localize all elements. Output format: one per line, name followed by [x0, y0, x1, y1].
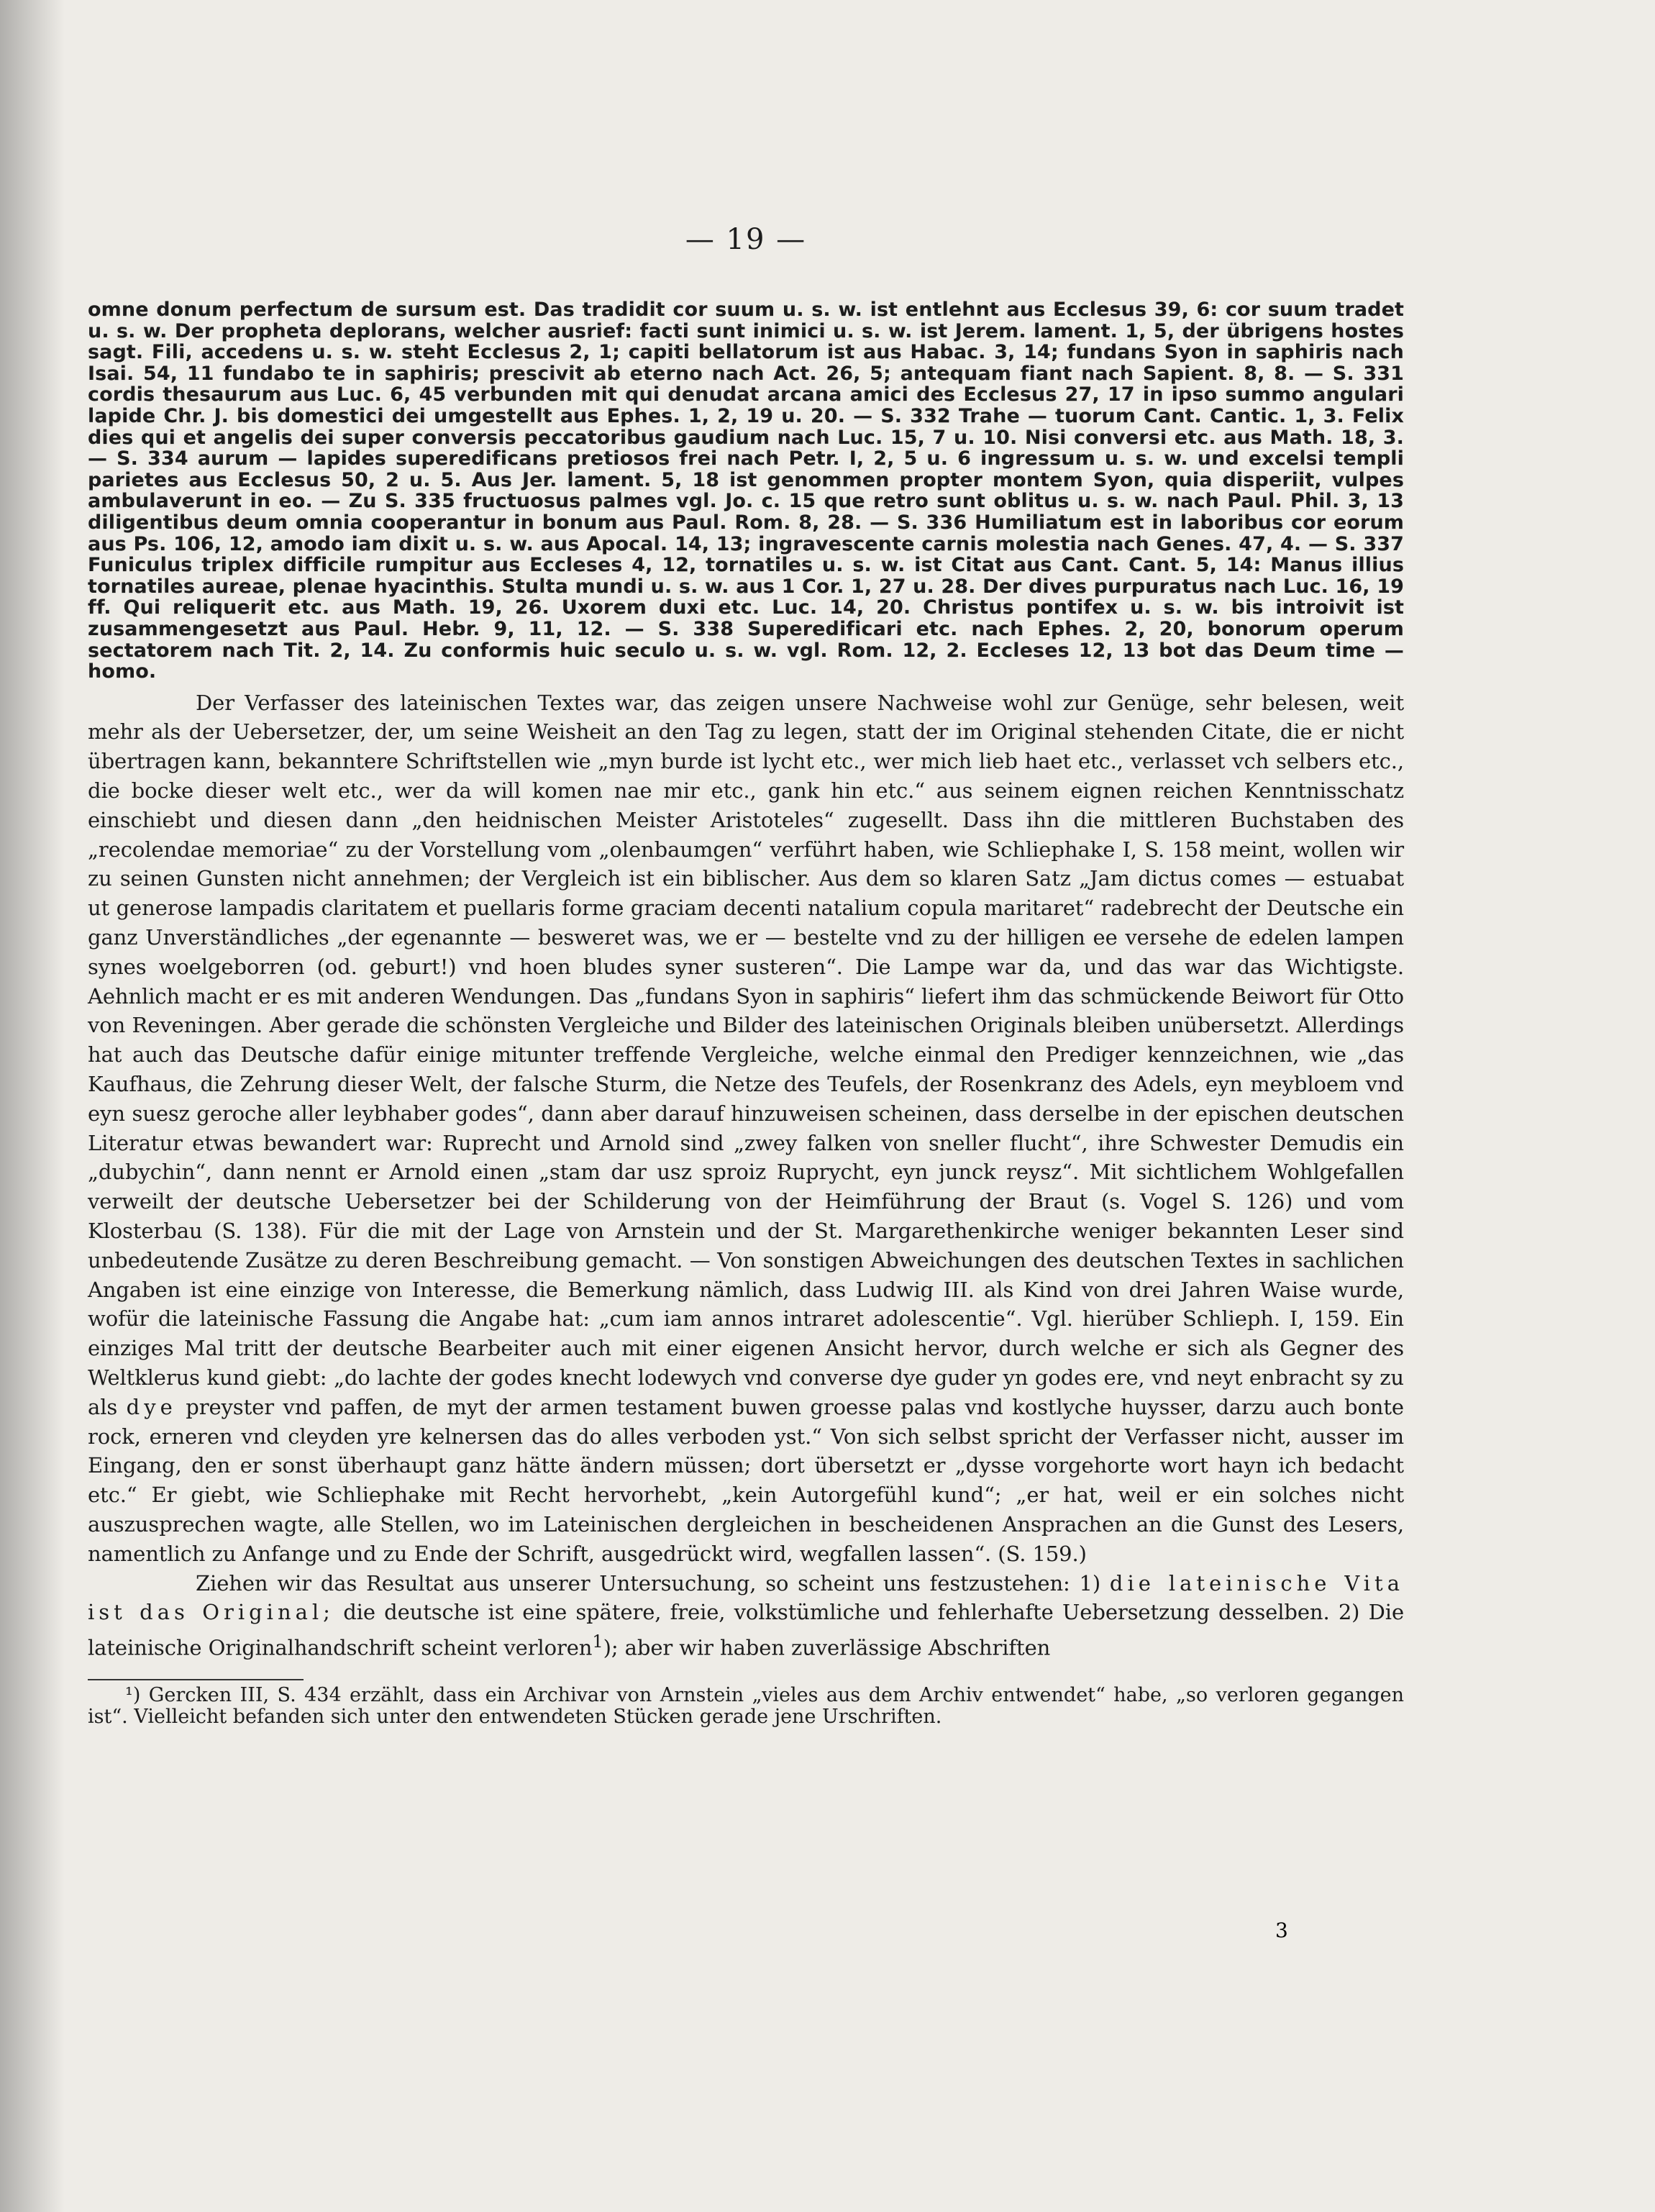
body-paragraph-2 [88, 1569, 1404, 1663]
footnote-reference: 1 [592, 1631, 603, 1652]
page-number: — 19 — [685, 223, 807, 256]
source-notes-paragraph: omne donum perfectum de sursum est. Das tradidit cor suum u. s. w. ist entlehnt aus Ecclesus 39, 6: cor suum tradet u. s. w. Der propheta deplorans, welcher ausrief: facti sunt inimici u. s. w. ist Jerem. lament. 1, 5, der übrigens hostes sagt. Fili, accedens u. s. w. steht Ecclesus 2, 1; capiti bellatorum ist aus Habac. 3, 14; fundans Syon in saphiris nach Isai. 54, 11 fundabo te in saphiris; prescivit ab eterno nach Act. 26, 5; antequam fiant nach Sapient. 8, 8. — S. 331 cordis thesaurum aus Luc. 6, 45 verbunden mit qui denudat arcana amici des Ecclesus 27, 17 in ipso summo angulari lapide Chr. J. bis domestici dei umgestellt aus Ephes. 1, 2, 19 u. 20. — S. 332 Trahe — tuorum Cant. Cantic. 1, 3. Felix dies qui et angelis dei super conversis peccatoribus gaudium nach Luc. 15, 7 u. 10. Nisi conversi etc. aus Math. 18, 3. — S. 334 aurum — lapides superedificans pretiosos frei nach Petr. I, 2, 5 u. 6 ingressum u. s. w. und excelsi templi parietes aus Ecclesus 50, 2 u. 5. Aus Jer. lament. 5, 18 ist genommen propter montem Syon, quia disperiit, vulpes ambulaverunt in eo. — Zu S. 335 fructuosus palmes vgl. Jo. c. 15 que retro sunt oblitus u. s. w. nach Paul. Phil. 3, 13 diligentibus deum omnia cooperantur in bonum aus Paul. Rom. 8, 28. — S. 336 Humiliatum est in laboribus cor eorum aus Ps. 106, 12, amodo iam dixit u. s. w. aus Apocal. 14, 13; ingravescente carnis molestia nach Genes. 47, 4. — S. 337 Funiculus triplex difficile rumpitur aus Eccleses 4, 12, tornatiles u. s. w. ist Citat aus Cant. Cant. 5, 14: Manus illius tornatiles aureae, plenae hyacinthis. Stulta mundi u. s. w. aus 1 Cor. 1, 27 u. 28. Der dives purpuratus nach Luc. 16, 19 ff. Qui reliquerit etc. aus Math. 19, 26. Uxorem duxi etc. Luc. 14, 20. Christus pontifex u. s. w. bis introivit ist zusammengesetzt aus Paul. Hebr. 9, 11, 12. — S. 338 Superedificari etc. nach Ephes. 2, 20, bonorum operum sectatorem nach Tit. 2, 14. Zu conformis huic seculo u. s. w. vgl. Rom. 12, 2. Eccleses 12, 13 bot das Deum time — homo. [88, 299, 1404, 683]
signature-mark: 3 [1275, 1919, 1288, 1942]
binding-shadow [0, 0, 65, 2212]
footnote-separator [88, 1679, 304, 1680]
paragraph-2-after: ); aber wir haben zuverlässige Abschriften [603, 1635, 1051, 1660]
page-content [88, 223, 1404, 1729]
footnote-1: ¹) Gercken III, S. 434 erzählt, dass ein Archivar von Arnstein „vieles aus dem Archiv entwendet“ habe, „so verloren gegangen ist“. Vielleicht befanden sich unter den entwendeten Stücken gerade jene Urschriften. [88, 1683, 1404, 1729]
paragraph-2-start: Ziehen wir das Resultat aus unserer Untersuchung, so scheint uns festzustehen: 1) [196, 1570, 1101, 1596]
paragraph-1-text: Der Verfasser des lateinischen Textes war, das zeigen unsere Nachweise wohl zur Genüge, sehr belesen, weit mehr als der Uebersetzer, der, um seine Weisheit an den Tag zu legen, statt der im Original stehenden Citate, die er nicht übertragen kann, bekanntere Schriftstellen wie „myn burde ist lycht etc., wer mich lieb haet etc., verlasset vch selbers etc., die bocke dieser welt etc., wer da will komen nae mir etc., gank hin etc.“ aus seinem eignen reichen Kenntnisschatz einschiebt und diesen dann „den heidnischen Meister Aristoteles“ zugesellt. Dass ihn die mittleren Buchstaben des „recolendae memoriae“ zu der Vorstellung vom „olenbaumgen“ verführt haben, wie Schliephake I, S. 158 meint, wollen wir zu seinen Gunsten nicht annehmen; der Vergleich ist ein biblischer. Aus dem so klaren Satz „Jam dictus comes — estuabat ut generose lampadis claritatem et puellaris forme graciam decenti natalium copula maritaret“ radebrecht der Deutsche ein ganz Unverständliches „der egenannte — besweret was, we er — bestelte vnd zu der hilligen ee versehe de edelen lampen synes woelgeborren (od. geburt!) vnd hoen bludes syner susteren“. Die Lampe war da, und das war das Wichtigste. Aehnlich macht er es mit anderen Wendungen. Das „fundans Syon in saphiris“ liefert ihm das schmückende Beiwort für Otto von Reveningen. Aber gerade die schönsten Vergleiche und Bilder des lateinischen Originals bleiben unübersetzt. Allerdings hat auch das Deutsche dafür einige mitunter treffende Vergleiche, welche einmal den Prediger kennzeichnen, wie „das Kaufhaus, die Zehrung dieser Welt, der falsche Sturm, die Netze des Teufels, der Rosenkranz des Adels, eyn meybloem vnd eyn suesz geroche aller leybhaber godes“, dann aber darauf hinzuweisen scheinen, dass derselbe in der epischen deutschen Literatur etwas bewandert war: Ruprecht und Arnold sind „zwey falken von sneller flucht“, ihre Schwester Demudis ein „dubychin“, dann nennt er Arnold einen „stam dar usz sproiz Ruprycht, eyn junck reysz“. Mit sichtlichem Wohlgefallen verweilt der deutsche Uebersetzer bei der Schilderung von der Heimführung der Braut (s. Vogel S. 126) und vom Klosterbau (S. 138). Für die mit der Lage von Arnstein und der St. Margarethenkirche weniger bekannten Leser sind unbedeutende Zusätze zu deren Beschreibung gemacht. — Von sonstigen Abweichungen des deutschen Textes in sachlichen Angaben ist eine einzige von Interesse, die Bemerkung nämlich, dass Ludwig III. als Kind von drei Jahren Waise wurde, wofür die lateinische Fassung die Angabe hat: „cum iam annos intraret adolescentie“. Vgl. hierüber Schlieph. I, 159. Ein einziges Mal tritt der deutsche Bearbeiter auch mit einer eigenen Ansicht hervor, durch welche er sich als Gegner des Weltklerus kund giebt: „do lachte der godes knecht lodewych vnd converse dye guder yn godes ere, vnd neyt enbracht sy zu als [88, 690, 1404, 1419]
body-paragraph-1 [88, 688, 1404, 1569]
paragraph-2-emphasis: die lateinische Vita ist das Original; [88, 1570, 1404, 1625]
paragraph-1-tail: preyster vnd paffen, de myt der armen testament buwen groesse palas vnd kostlyche huysser, darzu auch bonte rock, erneren vnd cleyden yre kelnersen das do alles verboden yst.“ Von sich selbst spricht der Verfasser nicht, ausser im Eingang, den er sonst überhaupt ganz hätte ändern müssen; dort übersetzt er „dysse vorgehorte wort hayn ich bedacht etc.“ Er giebt, wie Schliephake mit Recht hervorhebt, „kein Autorgefühl kund“; „er hat, weil er ein solches nicht auszusprechen wagte, alle Stellen, wo im Lateinischen dergleichen in bescheidenen Ansprachen an die Gunst des Lesers, namentlich zu Anfange und zu Ende der Schrift, ausgedrückt wird, wegfallen lassen“. (S. 159.) [88, 1394, 1404, 1566]
paragraph-1-emphasis: dye [126, 1394, 177, 1419]
paragraph-2-end: die deutsche ist eine spätere, freie, volkstümliche und fehlerhafte Uebersetzung desselben. 2) Die lateinische Originalhandschrift scheint verloren [88, 1600, 1405, 1660]
